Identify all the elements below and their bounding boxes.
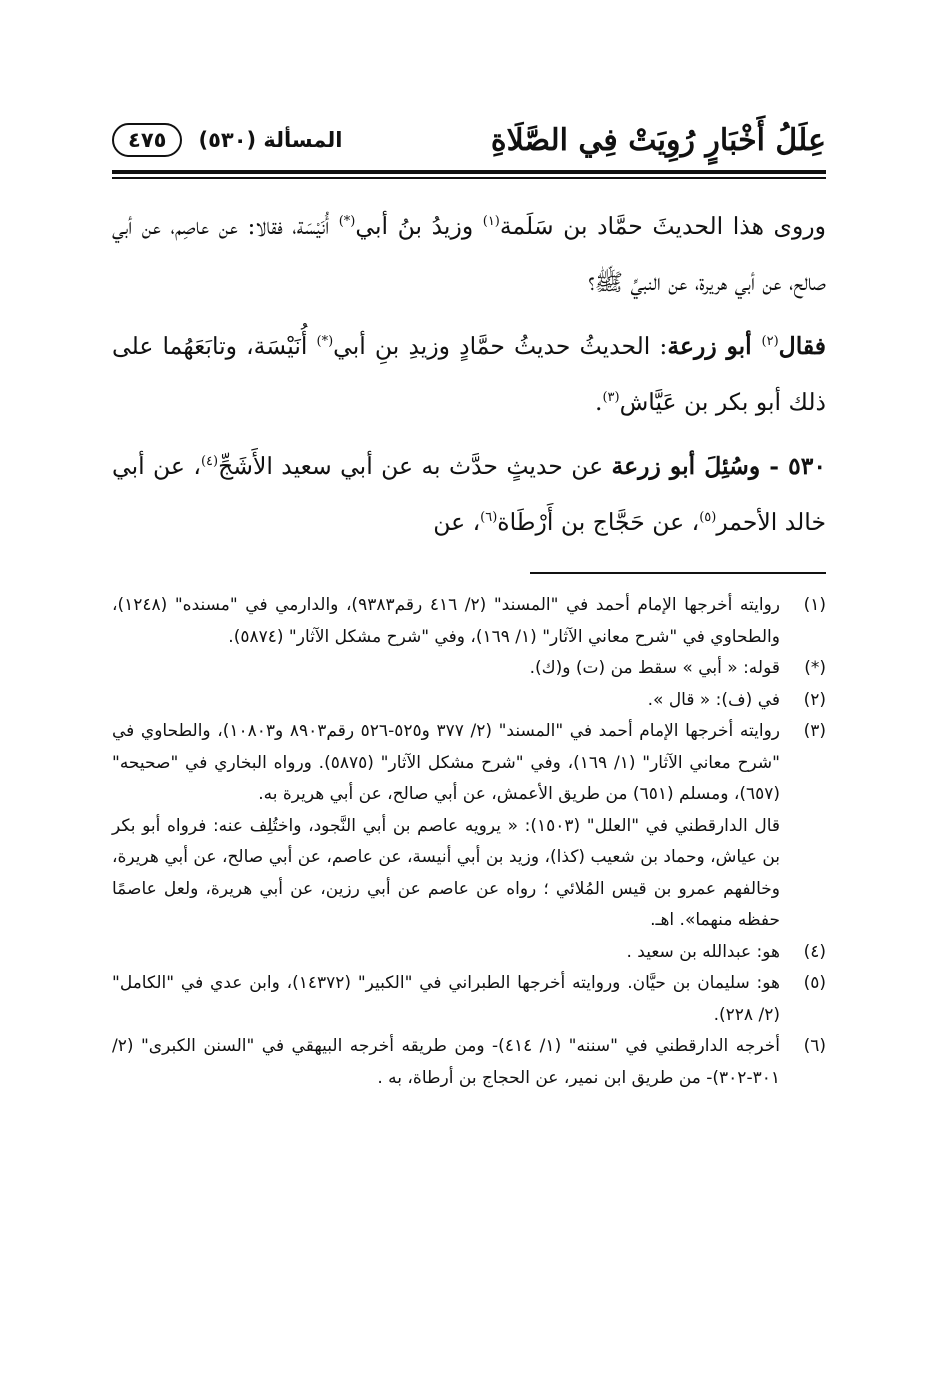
footnote [112,1031,826,1094]
footnote [112,716,826,937]
footnote [112,968,826,1031]
footnote-number: (٣) [803,721,826,741]
footnote-paragraph: هو: سليمان بن حيَّان. وروايته أخرجها الطبراني في "الكبير" (١٤٣٧٢)، وابن عدي في "الكامل" (٢/ ٢٢٨). [112,973,780,1025]
question-number: ٥٣٠ - وسُئِلَ [704,452,827,480]
text-segment: عن حديثٍ حدَّث به عن أبي سعيد الأَشَجِّ [218,452,612,480]
footnote-ref[interactable]: (*) [316,334,334,350]
header-rule-thin [112,177,826,179]
footnote-text [112,968,780,1031]
footnote-text [112,716,780,937]
footnote-paragraph: روايته أخرجها الإمام أحمد في "المسند" (٢/ ٤١٦ رقم٩٣٨٣)، والدارمي في "مسنده" (١٢٤٨)، والطحاوي في "شرح معاني الآثار" (١/ ١٦٩)، وفي "شرح مشكل الآثار" (٥٨٧٤). [112,595,780,647]
footnote-paragraph: هو: عبدالله بن سعيد . [626,941,780,962]
footnote-number: (٦) [803,1036,826,1056]
footnote-text [112,685,780,717]
footnote [112,590,826,653]
page-number: ٤٧٥ [112,123,182,157]
footnote [112,653,826,685]
footnote-number: (٤) [803,941,826,962]
paragraph-3 [112,438,826,550]
text-segment: : الحديثُ حديثُ حمَّادٍ وزيدِ بنِ أبي [333,332,668,360]
footnote-ref[interactable]: (٣) [602,390,620,406]
footnote-paragraph: روايته أخرجها الإمام أحمد في "المسند" (٢/ ٣٧٧ و٥٢٥-٥٢٦ رقم٨٩٠٣ و١٠٨٠٣)، والطحاوي في "شرح معاني الآثار" (١/ ١٦٩)، وفي "شرح مشكل الآثار" (٥٨٧٥). ورواه البخاري في "صحيحه" (٦٥٧)، ومسلم (٦٥١) من طريق الأعمش، عن أبي صالح، عن أبي هريرة به. [112,721,780,804]
book-title: عِلَلُ أَخْبَارٍ رُوِيَتْ فِي الصَّلَاةِ [490,122,826,158]
footnote-paragraph: في (ف): « قال ». [647,689,780,710]
text-segment-bold: أبو زرعة [667,332,762,360]
footnote-ref[interactable]: (٢) [761,334,779,350]
footnote-text [112,937,780,969]
paragraph-1 [112,198,826,310]
footnote-number: (١) [803,595,826,615]
footnote [112,937,826,969]
footnote-number: (٥) [803,973,826,993]
footnote-paragraph: قوله: « أبي » سقط من (ت) و(ك). [529,658,780,678]
footnote-ref[interactable]: (*) [338,214,356,230]
header-rule-thick [112,170,826,174]
header-meta [112,123,342,157]
main-text [112,198,826,550]
footnotes [112,590,826,1094]
footnote-ref[interactable]: (١) [482,214,500,230]
page-header [112,116,826,164]
text-segment-bold: أبو زرعة [611,452,705,480]
text-segment: وزيدُ بنُ أبي [355,212,483,240]
footnote-text [112,1031,780,1094]
footnote-paragraph: قال الدارقطني في "العلل" (١٥٠٣): « يرويه عاصم بن أبي النَّجود، واختُلِف عنه: فرواه أبو بكر بن عياش، وحماد بن شعيب (كذا)، وزيد بن أبي أنيسة، عن عاصم، عن أبي صالح، عن أبي هريرة، وخالفهم عمرو بن قيس المُلائي ؛ رواه عن عاصم عن أبي رزين، عن أبي هريرة، ولعل عاصمًا حفظه منهما». اهـ. [112,815,781,930]
text-segment: . [594,388,603,416]
footnote-number: (٢) [803,689,826,710]
paragraph-2 [112,318,826,430]
text-segment: أُنَيْسَة، وتابَعَهُما على ذلك أبو بكر بن عَيَّاش [112,332,826,416]
footnote-ref[interactable]: (٥) [699,510,717,526]
footnote-paragraph: أخرجه الدارقطني في "سننه" (١/ ٤١٤)- ومن طريقه أخرجه البيهقي في "السنن الكبرى" (٢/ ٣٠١-٣٠٢)- من طريق ابن نمير، عن الحجاج بن أرطاة، به . [112,1036,780,1088]
masala-label: المسألة (٥٣٠) [198,128,343,152]
text-segment-bold: فقال [778,332,827,360]
footnote-number: (*) [804,658,826,678]
text-segment: أُنَيْسَة، فقالا: عن عاصِم، عن أبي صالح، عن أبي هريرة، عن النبيِّ ﷺ؟ [112,212,826,296]
text-segment: وروى هذا الحديثَ حمَّاد بن سَلَمة [499,212,826,240]
footnote-text [112,653,780,685]
footnote-text [112,590,780,653]
footnote-ref[interactable]: (٦) [480,510,498,526]
footnote [112,685,826,717]
text-segment: ، عن [433,508,481,536]
footnote-ref[interactable]: (٤) [200,454,219,470]
text-segment: ، عن حَجَّاج بن أَرْطَاة [497,508,700,536]
footnote-separator [530,572,826,574]
text-segment: ، عن أبي خالد الأحمر [112,452,826,536]
